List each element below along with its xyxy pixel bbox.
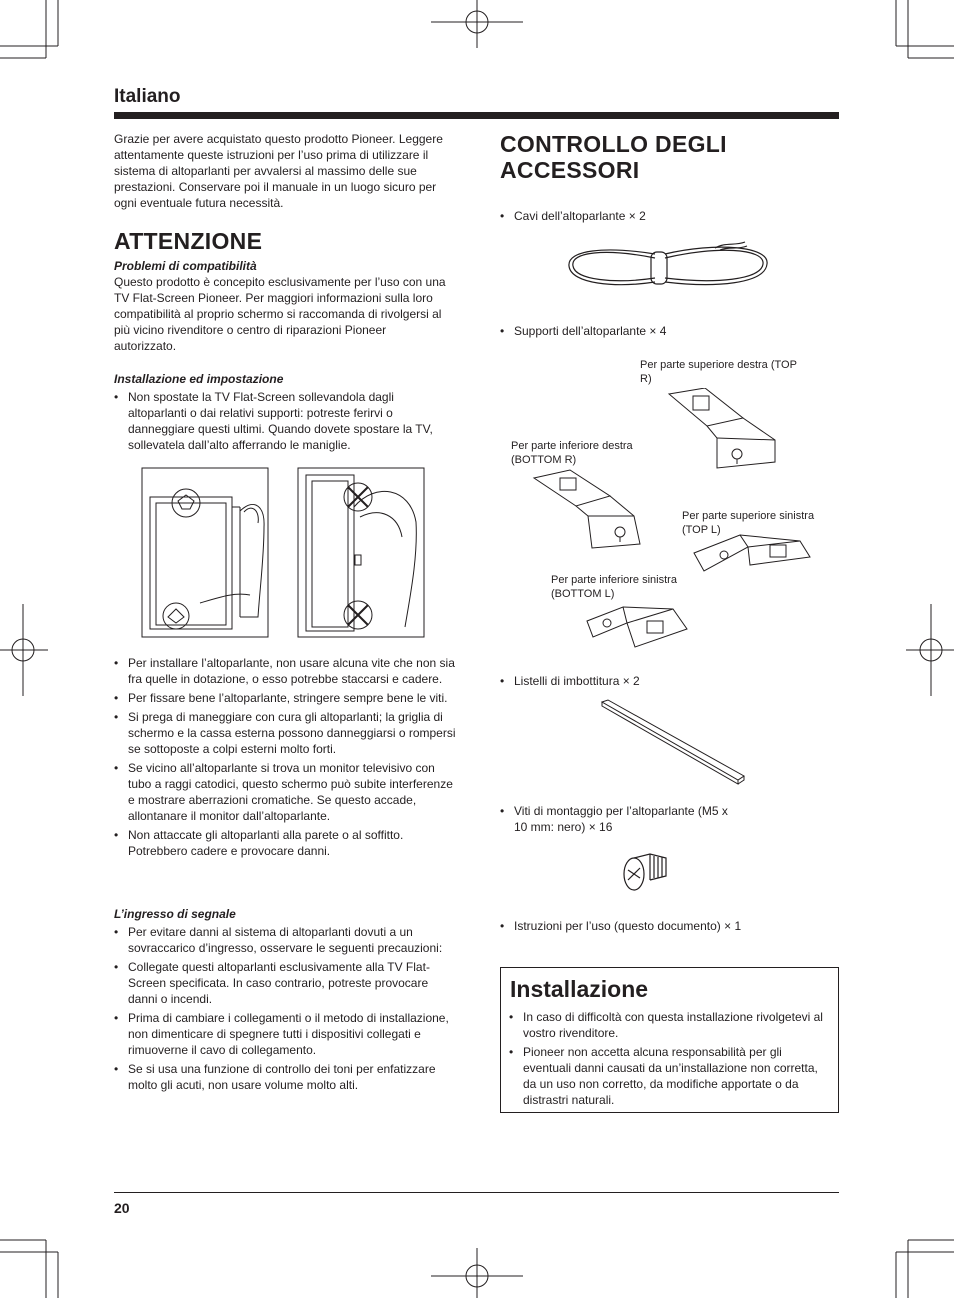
header-rule (114, 112, 839, 119)
istruzioni-item (500, 918, 830, 937)
padding-strip-icon (598, 698, 748, 790)
list-item: • Prima di cambiare i collegamenti o il metodo di installazione, non dimenticare di spegnere tutti i dispositivi collegati e rimuoverne il cavo di collegamento. (114, 1010, 456, 1058)
list-item: • Per fissare bene l’altoparlante, stringere sempre bene le viti. (114, 690, 456, 706)
caption-bottom-l: Per parte inferiore sinistra (BOTTOM L) (551, 574, 677, 600)
list-item: • Per evitare danni al sistema di altoparlanti dovuti a un sovraccarico d’ingresso, osservare le seguenti precauzioni: (114, 924, 456, 956)
bracket-icon (665, 388, 785, 478)
footer-rule (114, 1192, 839, 1193)
listelli-item (500, 673, 830, 692)
list-item: • Istruzioni per l’uso (questo documento) × 1 (500, 918, 830, 934)
installazione-heading: Installazione (510, 976, 649, 1002)
signal-subheading: L’ingresso di segnale (114, 907, 236, 921)
list-item: • Supporti dell’altoparlante × 4 (500, 323, 830, 339)
screw-icon (620, 848, 670, 893)
language-heading: Italiano (114, 86, 181, 107)
tv-handling-illustration (140, 467, 440, 639)
list-item: • Collegate questi altoparlanti esclusivamente alla TV Flat-Screen specificata. In caso contrario, potreste provocare danni o incendi. (114, 959, 456, 1007)
list-item: • Cavi dell’altoparlante × 2 (500, 208, 830, 224)
list-item: • Pioneer non accetta alcuna responsabilità per gli eventuali danni causati da un’installazione non corretta, da un uso non corretto, da modifiche apportate o da distrastri naturali. (509, 1044, 830, 1108)
signal-list (114, 924, 456, 1096)
install-subheading: Installazione ed impostazione (114, 372, 284, 386)
list-item: • Non spostate la TV Flat-Screen sollevandola dagli altoparlanti o dai relativi supporti: potreste ferirvi o danneggiare questi ultimi. Quando dovete spostare la TV, sollevatela dall’alto afferrando le maniglie. (114, 389, 454, 453)
compat-subheading: Problemi di compatibilità (114, 259, 257, 273)
cable-icon (565, 238, 785, 298)
list-item: • Si prega di maneggiare con cura gli altoparlanti; la griglia di schermo e la cassa esterna possono danneggiarsi o rompersi se sottoposte a colpi esterni molto forti. (114, 709, 456, 757)
caption-top-l: Per parte superiore sinistra (TOP L) (682, 510, 815, 536)
cables-item (500, 208, 830, 227)
viti-item (500, 803, 740, 838)
bracket-icon (690, 531, 815, 579)
list-item: • Viti di montaggio per l’altoparlante (M5 x 10 mm: nero) × 16 (500, 803, 740, 835)
list-item: • Se si usa una funzione di controllo dei toni per enfatizzare molto gli acuti, non usare volume molto alti. (114, 1061, 456, 1093)
registration-mark-icon (427, 0, 527, 50)
registration-mark-icon (904, 600, 954, 700)
registration-mark-icon (0, 600, 50, 700)
caption-top-r: Per parte superiore destra (TOP R) (640, 359, 797, 385)
bracket-icon (530, 468, 650, 553)
bracket-icon (583, 603, 693, 653)
installazione-list (509, 1009, 830, 1108)
list-item: • Per installare l’altoparlante, non usare alcuna vite che non sia fra quelle in dotazione, o esso potrebbe staccarsi e cadere. (114, 655, 456, 687)
install-more-list (114, 655, 456, 862)
list-item: • Se vicino all’altoparlante si trova un monitor televisivo con tubo a raggi catodici, questo schermo può subite interferenze e mostrare aberrazioni cromatiche. Se questo accade, allontanare il monitor dall’altoparlante. (114, 760, 456, 824)
install-first-list (114, 389, 454, 456)
page-number: 20 (114, 1200, 130, 1216)
registration-mark-icon (427, 1248, 527, 1308)
supports-item (500, 323, 830, 342)
intro-paragraph: Grazie per avere acquistato questo prodotto Pioneer. Leggere attentamente queste istruzioni per l’uso prima di utilizzare il sistema di altoparlanti per avvalersi al massimo delle sue prestazioni. Conservare poi il manuale in un luogo sicuro per ogni eventuale futura necessità. (114, 132, 443, 210)
compat-paragraph: Questo prodotto è concepito esclusivamente per l’uso con una TV Flat-Screen Pioneer. Per maggiori informazioni sulla loro compatibilità al proprio schermo si raccomanda di rivolgersi al più vicino rivenditore o centro di riparazioni Pioneer autorizzato. (114, 275, 446, 353)
list-item: • Listelli di imbottitura × 2 (500, 673, 830, 689)
list-item: • Non attaccate gli altoparlanti alla parete o al soffitto. Potrebbero cadere e provocare danni. (114, 827, 456, 859)
attenzione-heading: ATTENZIONE (114, 228, 263, 254)
installazione-box (500, 967, 839, 1113)
list-item: • In caso di difficoltà con questa installazione rivolgetevi al vostro rivenditore. (509, 1009, 830, 1041)
caption-bottom-r: Per parte inferiore destra (BOTTOM R) (511, 440, 633, 466)
accessori-heading: CONTROLLO DEGLI ACCESSORI (500, 131, 727, 183)
